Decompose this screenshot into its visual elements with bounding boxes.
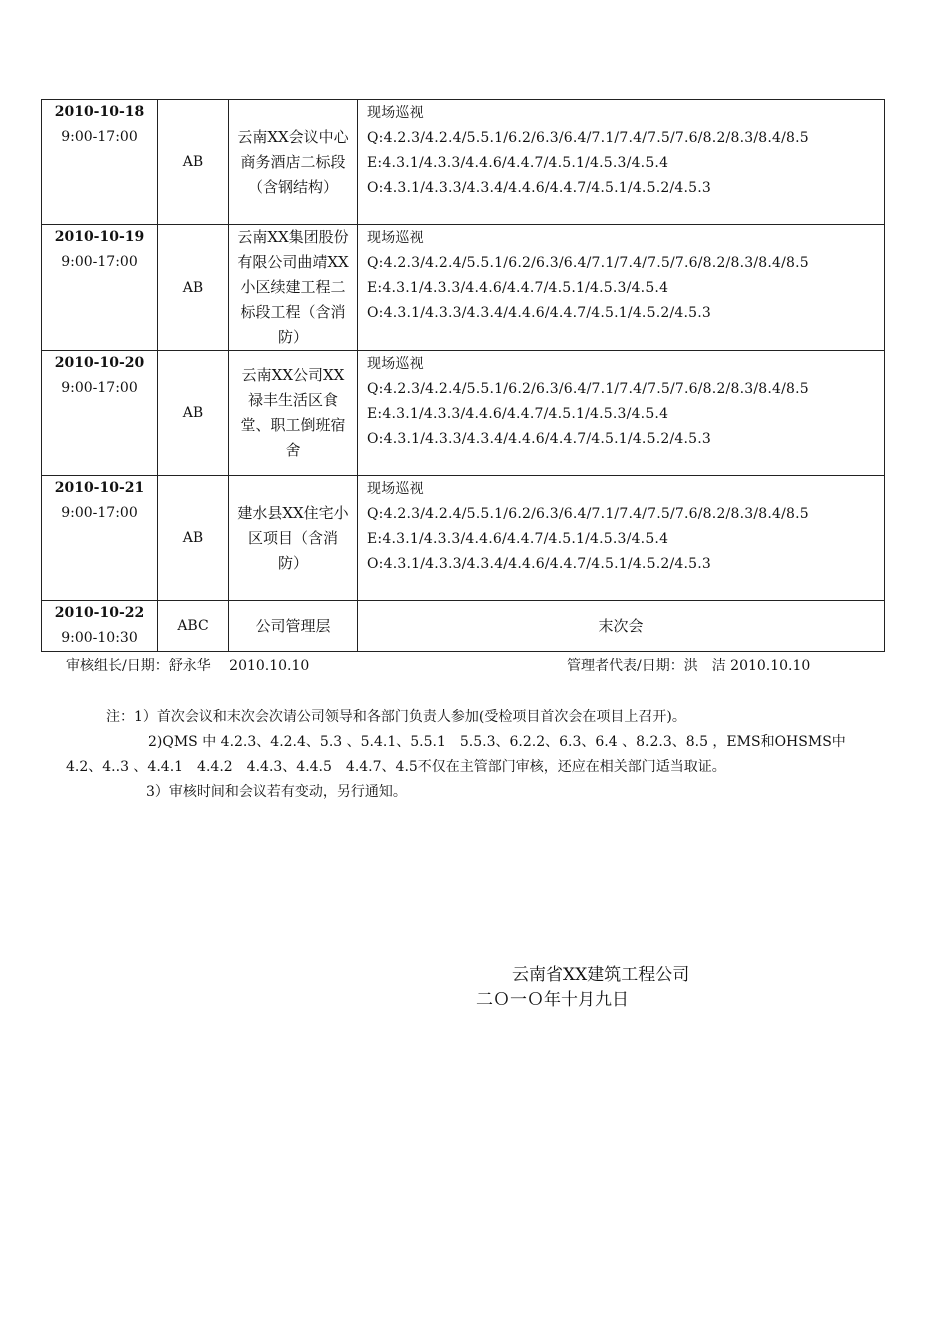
date-cell xyxy=(42,601,158,652)
content-o: O:4.3.1/4.3.3/4.3.4/4.4.6/4.4.7/4.5.1/4.5.2/4.5.3 xyxy=(367,556,711,572)
project-cell: 云南XX会议中心商务酒店二标段（含钢结构） xyxy=(229,100,358,225)
group-cell: AB xyxy=(158,100,229,225)
content-q: Q:4.2.3/4.2.4/5.5.1/6.2/6.3/6.4/7.1/7.4/7.5/7.6/8.2/8.3/8.4/8.5 xyxy=(367,506,809,522)
content-title: 现场巡视 xyxy=(367,356,424,372)
time: 9:00-10:30 xyxy=(61,630,138,646)
content-cell xyxy=(358,100,885,225)
content-cell xyxy=(358,351,885,476)
date: 2010-10-20 xyxy=(54,355,145,371)
table-row xyxy=(42,100,885,225)
audit-leader-signature: 审核组长/日期：舒永华 2010.10.10 xyxy=(66,658,310,674)
table-row xyxy=(42,476,885,601)
time: 9:00-17:00 xyxy=(61,505,138,521)
content-e: E:4.3.1/4.3.3/4.4.6/4.4.7/4.5.1/4.5.3/4.5.4 xyxy=(367,406,669,422)
date-cell xyxy=(42,225,158,351)
content-q: Q:4.2.3/4.2.4/5.5.1/6.2/6.3/6.4/7.1/7.4/7.5/7.6/8.2/8.3/8.4/8.5 xyxy=(367,255,809,271)
note-2: 2)QMS 中 4.2.3、4.2.4、5.3 、5.4.1、5.5.1 5.5.3、6.2.2、6.3、6.4 、8.2.3、8.5 ，EMS和OHSMS中4.2、4..3 、4.4.1 4.4.2 4.4.3、4.4.5 4.4.7、4.5不仅在主管部门审核，还应在相关部门适当取证。 xyxy=(66,734,846,775)
date: 2010-10-19 xyxy=(54,229,145,245)
group-cell: ABC xyxy=(158,601,229,652)
date: 2010-10-21 xyxy=(54,480,145,496)
content-title: 现场巡视 xyxy=(367,481,424,497)
content-o: O:4.3.1/4.3.3/4.3.4/4.4.6/4.4.7/4.5.1/4.5.2/4.5.3 xyxy=(367,431,711,447)
date-cell xyxy=(42,351,158,476)
content-e: E:4.3.1/4.3.3/4.4.6/4.4.7/4.5.1/4.5.3/4.5.4 xyxy=(367,531,669,547)
date: 2010-10-18 xyxy=(54,104,145,120)
content-q: Q:4.2.3/4.2.4/5.5.1/6.2/6.3/6.4/7.1/7.4/7.5/7.6/8.2/8.3/8.4/8.5 xyxy=(367,381,809,397)
content-cell xyxy=(358,476,885,601)
content-e: E:4.3.1/4.3.3/4.4.6/4.4.7/4.5.1/4.5.3/4.5.4 xyxy=(367,155,669,171)
content-o: O:4.3.1/4.3.3/4.3.4/4.4.6/4.4.7/4.5.1/4.5.2/4.5.3 xyxy=(367,305,711,321)
date-cell xyxy=(42,100,158,225)
content-o: O:4.3.1/4.3.3/4.3.4/4.4.6/4.4.7/4.5.1/4.5.2/4.5.3 xyxy=(367,180,711,196)
project-cell: 建水县XX住宅小区项目（含消防） xyxy=(229,476,358,601)
group-cell: AB xyxy=(158,225,229,351)
content-title: 现场巡视 xyxy=(367,230,424,246)
time: 9:00-17:00 xyxy=(61,129,138,145)
management-rep-signature: 管理者代表/日期：洪 洁 2010.10.10 xyxy=(567,658,811,674)
project-cell: 公司管理层 xyxy=(229,601,358,652)
issue-date: 二Ｏ一Ｏ年十月九日 xyxy=(476,990,629,1010)
table-row xyxy=(42,225,885,351)
project-cell: 云南XX集团股份有限公司曲靖XX小区续建工程二标段工程（含消防） xyxy=(229,225,358,351)
table-row xyxy=(42,351,885,476)
content-e: E:4.3.1/4.3.3/4.4.6/4.4.7/4.5.1/4.5.3/4.5.4 xyxy=(367,280,669,296)
audit-schedule-table xyxy=(41,99,885,652)
date: 2010-10-22 xyxy=(54,605,145,621)
content-q: Q:4.2.3/4.2.4/5.5.1/6.2/6.3/6.4/7.1/7.4/7.5/7.6/8.2/8.3/8.4/8.5 xyxy=(367,130,809,146)
table-row xyxy=(42,601,885,652)
note-1: 注：1）首次会议和末次会次请公司领导和各部门负责人参加(受检项目首次会在项目上召开)。 xyxy=(106,709,686,725)
content-cell: 末次会 xyxy=(358,601,885,652)
group-cell: AB xyxy=(158,351,229,476)
content-cell xyxy=(358,225,885,351)
group-cell: AB xyxy=(158,476,229,601)
time: 9:00-17:00 xyxy=(61,380,138,396)
project-cell: 云南XX公司XX禄丰生活区食堂、职工倒班宿舍 xyxy=(229,351,358,476)
notes xyxy=(66,705,866,805)
content-title: 现场巡视 xyxy=(367,105,424,121)
company-name: 云南省XX建筑工程公司 xyxy=(512,965,690,985)
time: 9:00-17:00 xyxy=(61,254,138,270)
note-3: 3）审核时间和会议若有变动，另行通知。 xyxy=(146,784,407,800)
date-cell xyxy=(42,476,158,601)
